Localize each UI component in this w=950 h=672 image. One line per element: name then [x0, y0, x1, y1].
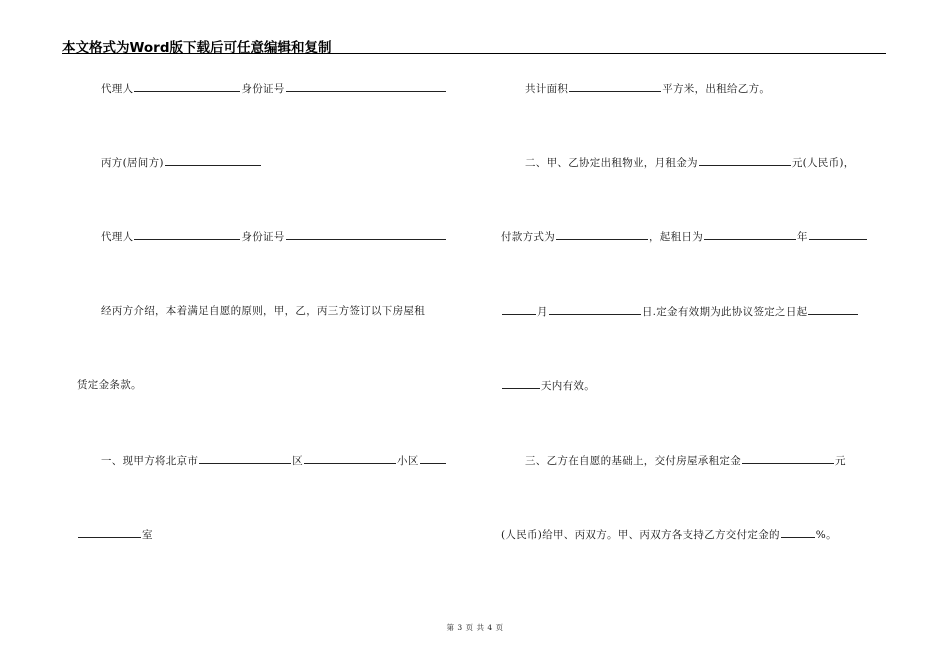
agent-label: 代理人 [101, 83, 134, 95]
month-blank[interactable] [502, 304, 536, 315]
clause-2-prefix: 二、甲、乙协定出租物业，月租金为 [525, 157, 698, 169]
clause-3-line [525, 453, 846, 468]
year-label: 年 [797, 231, 808, 243]
validity-blank[interactable] [808, 304, 858, 315]
month-label: 月 [537, 306, 548, 318]
payment-middle: ，起租日为 [649, 231, 703, 243]
percent-blank[interactable] [781, 527, 815, 538]
clause-1-prefix: 一、现甲方将北京市 [101, 455, 199, 467]
community-label: 小区 [397, 455, 419, 467]
area-line [525, 81, 770, 96]
days-line [501, 378, 595, 393]
clause-3-suffix: 元 [835, 455, 846, 467]
year-blank[interactable] [809, 229, 867, 240]
street-blank[interactable] [199, 453, 291, 464]
days-blank[interactable] [502, 378, 540, 389]
area-blank[interactable] [569, 81, 661, 92]
intro-line-1: 经丙方介绍，本着满足自愿的原则，甲，乙，丙三方签订以下房屋租 [101, 305, 425, 317]
clause-3-prefix: 三、乙方在自愿的基础上，交付房屋承租定金 [525, 455, 741, 467]
header-divider [62, 53, 886, 54]
deposit-text: (人民币)给甲、丙双方。甲、丙双方各支持乙方交付定金的 [501, 529, 780, 541]
id-number-blank[interactable] [286, 81, 446, 92]
clause-2-suffix: 元(人民币)， [791, 157, 855, 169]
room-line [77, 527, 153, 542]
deposit-blank[interactable] [742, 453, 834, 464]
clause-2-line [525, 155, 855, 170]
area-suffix: 平方米，出租给乙方。 [662, 83, 771, 95]
party-c-label: 丙方(居间方) [101, 157, 164, 169]
room-blank[interactable] [78, 527, 141, 538]
id-label: 身份证号 [241, 83, 285, 95]
agent-name-blank[interactable] [134, 229, 240, 240]
validity-text: 日.定金有效期为此协议签定之日起 [641, 306, 808, 318]
area-prefix: 共计面积 [525, 83, 569, 95]
intro-line-2: 赁定金条款。 [77, 379, 142, 391]
district-label: 区 [292, 455, 304, 467]
id-label: 身份证号 [241, 231, 285, 243]
party-c-blank[interactable] [165, 155, 261, 166]
agent-line-2 [101, 229, 447, 244]
page-number: 第 3 页 共 4 页 [446, 623, 504, 632]
rent-blank[interactable] [699, 155, 791, 166]
clause-1-line [101, 453, 447, 468]
room-label: 室 [142, 529, 153, 541]
start-date-blank[interactable] [704, 229, 796, 240]
district-blank[interactable] [304, 453, 396, 464]
payment-line [501, 229, 868, 244]
days-suffix: 天内有效。 [541, 380, 595, 392]
percent-suffix: %。 [815, 529, 837, 541]
party-c-line [101, 155, 262, 170]
payment-method-blank[interactable] [556, 229, 648, 240]
page-header [62, 36, 886, 54]
agent-name-blank[interactable] [134, 81, 240, 92]
id-number-blank[interactable] [286, 229, 446, 240]
header-title: 本文格式为Word版下载后可任意编辑和复制 [62, 40, 332, 56]
month-line [501, 304, 859, 319]
payment-prefix: 付款方式为 [501, 231, 555, 243]
community-blank[interactable] [420, 453, 446, 464]
deposit-line [501, 527, 837, 542]
agent-line-1 [101, 81, 447, 96]
agent-label: 代理人 [101, 231, 134, 243]
day-blank[interactable] [549, 304, 641, 315]
